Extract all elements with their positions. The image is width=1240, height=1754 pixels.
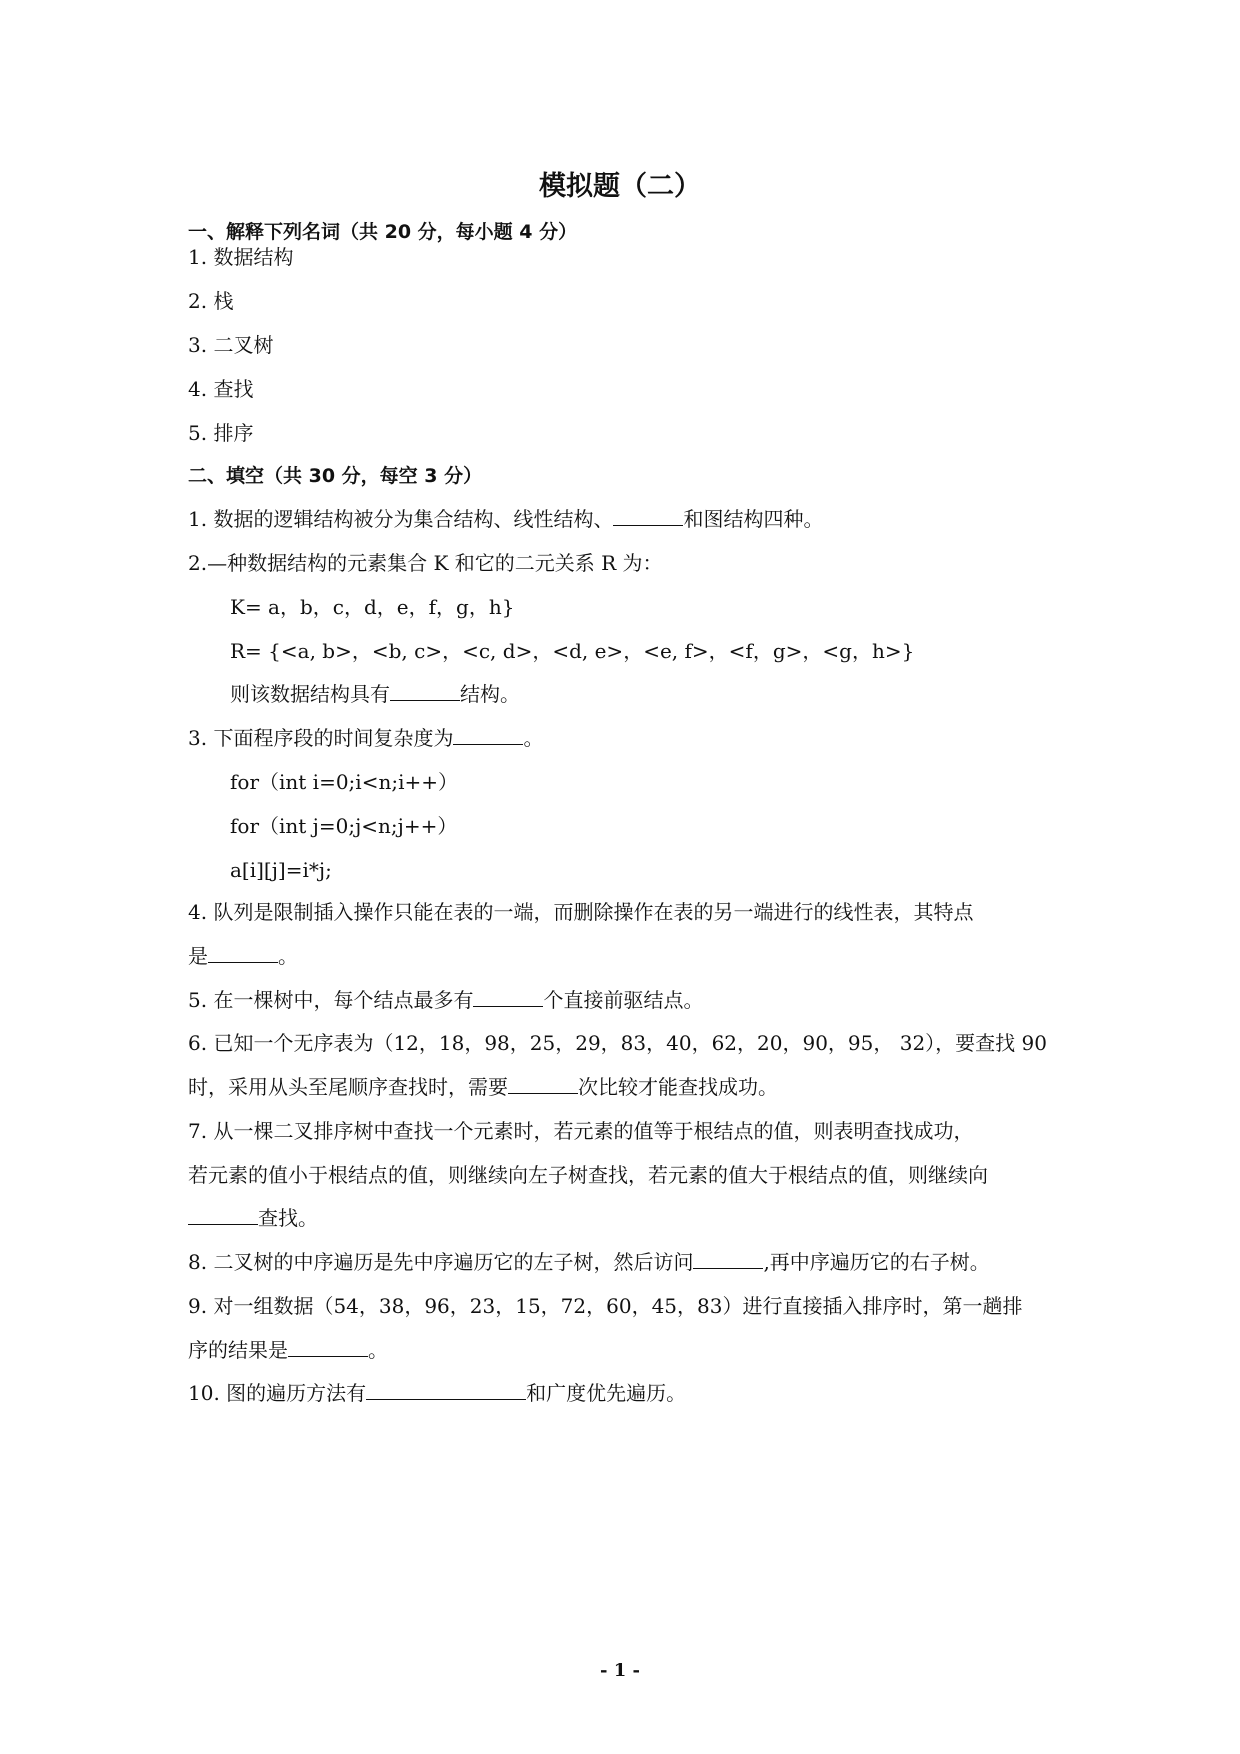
answer-blank (288, 1336, 368, 1357)
question-8: 8. 二叉树的中序遍历是先中序遍历它的左子树，然后访问 ,再中序遍历它的右子树。 (188, 1250, 990, 1274)
question-3: 3. 下面程序段的时间复杂度为 。 (188, 726, 544, 750)
question-5: 5. 在一棵树中，每个结点最多有 个直接前驱结点。 (188, 988, 704, 1012)
answer-blank (613, 505, 683, 526)
question-4: 4. 队列是限制插入操作只能在表的一端，而删除操作在表的另一端进行的线性表，其特点 (188, 900, 974, 924)
code-line: for（int i=0;i<n;i++） (230, 770, 458, 794)
page-number: - 1 - (600, 1660, 640, 1681)
term-item: 1. 数据结构 (188, 245, 294, 269)
question-6: 6. 已知一个无序表为（12，18，98，25，29，83，40，62，20，90，95， 32），要查找 90 (188, 1031, 1047, 1055)
section-2-heading: 二、填空（共 30 分，每空 3 分） (188, 465, 483, 487)
term-item: 3. 二叉树 (188, 333, 274, 357)
question-2-answer: 则该数据结构具有 结构。 (230, 682, 520, 706)
answer-blank (693, 1248, 763, 1269)
relation-r: R= {<a, b>，<b, c>，<c, d>，<d, e>，<e, f>，<f，g>，<g，h>} (230, 639, 915, 663)
question-1: 1. 数据的逻辑结构被分为集合结构、线性结构、 和图结构四种。 (188, 507, 824, 531)
answer-blank (390, 680, 460, 701)
page-title: 模拟题（二） (539, 171, 701, 202)
question-7: 7. 从一棵二叉排序树中查找一个元素时，若元素的值等于根结点的值，则表明查找成功， (188, 1119, 974, 1143)
term-item: 4. 查找 (188, 377, 254, 401)
code-line: for（int j=0;j<n;j++） (230, 814, 458, 838)
set-k: K= a，b，c，d，e，f，g，h} (230, 595, 515, 619)
question-4-answer: 是 。 (188, 944, 298, 968)
term-item: 2. 栈 (188, 289, 234, 313)
answer-blank (366, 1379, 526, 1400)
term-item: 5. 排序 (188, 421, 254, 445)
answer-blank (473, 986, 543, 1007)
question-7-line-2: 若元素的值小于根结点的值，则继续向左子树查找，若元素的值大于根结点的值，则继续向 (188, 1163, 988, 1187)
answer-blank (508, 1073, 578, 1094)
answer-blank (188, 1204, 258, 1225)
question-7-answer: 查找。 (188, 1204, 318, 1232)
answer-blank (208, 942, 278, 963)
question-2: 2.—种数据结构的元素集合 K 和它的二元关系 R 为： (188, 551, 663, 575)
question-6-answer: 时，采用从头至尾顺序查找时，需要 次比较才能查找成功。 (188, 1075, 778, 1099)
question-9-answer: 序的结果是 。 (188, 1338, 388, 1362)
question-9: 9. 对一组数据（54，38，96，23，15，72，60，45，83）进行直接插入排序时，第一趟排 (188, 1294, 1023, 1318)
question-10: 10. 图的遍历方法有 和广度优先遍历。 (188, 1381, 687, 1405)
answer-blank (453, 724, 523, 745)
section-1-heading: 一、解释下列名词（共 20 分，每小题 4 分） (188, 221, 578, 243)
code-line: a[i][j]=i*j; (230, 858, 332, 882)
